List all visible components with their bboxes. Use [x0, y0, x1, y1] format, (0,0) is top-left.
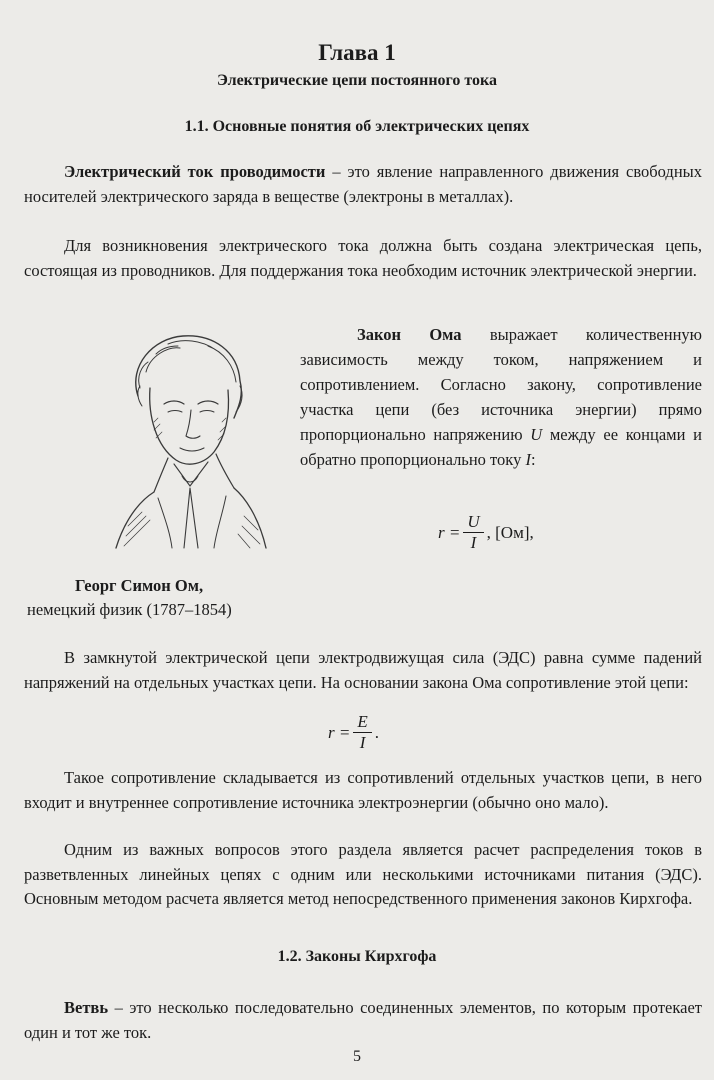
paragraph-current-definition: Электрический ток проводимости – это явление направленного движения свободных носителей электрического заряда в веществе (электроны в металлах). — [24, 162, 702, 206]
paragraph-emf: В замкнутой электрической цепи электродвижущая сила (ЭДС) равна сумме падений напряжений на отдельных участках цепи. На основании закона Ома сопротивление этой цепи: — [24, 648, 702, 692]
formula-ohm: r = $\frac{U}{I}$ , [Ом], — [438, 512, 534, 552]
fraction: $\frac{U}{I}$ — [463, 512, 483, 553]
paragraph-branch-definition: Ветвь – это несколько последовательно соединенных элементов, по которым протекает один и тот же ток. — [24, 998, 702, 1042]
term-ohm-law: Закон Ома — [357, 325, 462, 344]
fraction: $\frac{E}{I}$ — [353, 712, 371, 753]
paragraph-kirchhoff-method: Одним из важных вопросов этого раздела является расчет распределения токов в разветвленных линейных цепях с одним или несколькими источниками питания (ЭДС). Основным методом расчета является метод непосредственного применения законов Кирхгофа. — [24, 840, 702, 908]
term-current: Электрический ток проводимости — [64, 162, 326, 181]
paragraph-ohm-law: Закон Ома выражает количественную зависимость между током, напряжением и сопротивлением. Согласно закону, сопротивление участка цепи (без источника энергии) прямо пропорционально напряжению U между ее концами и обратно пропорционально току I: — [300, 325, 702, 469]
portrait-caption-description: немецкий физик (1787–1854) — [27, 600, 232, 619]
section-title-1-2: 1.2. Законы Кирхгофа — [277, 948, 437, 965]
section-title-1-1: 1.1. Основные понятия об электрических цепях — [184, 118, 530, 135]
term-branch: Ветвь — [64, 998, 109, 1017]
paragraph-circuit: Для возникновения электрического тока должна быть создана электрическая цепь, состоящая из проводников. Для поддержания тока необходим источник электрической энергии. — [24, 236, 702, 280]
paragraph-internal-resistance: Такое сопротивление складывается из сопротивлений отдельных участков цепи, в него входит и внутреннее сопротивление источника электроэнергии (обычно оно мало). — [24, 768, 702, 812]
formula-circuit-resistance: r = $\frac{E}{I}$ . — [328, 712, 379, 752]
portrait-caption-name: Георг Симон Ом, — [75, 576, 204, 595]
chapter-title: Глава 1 — [318, 40, 396, 65]
ohm-portrait-image — [98, 326, 278, 554]
chapter-subtitle: Электрические цепи постоянного тока — [216, 72, 498, 89]
page-number: 5 — [353, 1048, 361, 1065]
